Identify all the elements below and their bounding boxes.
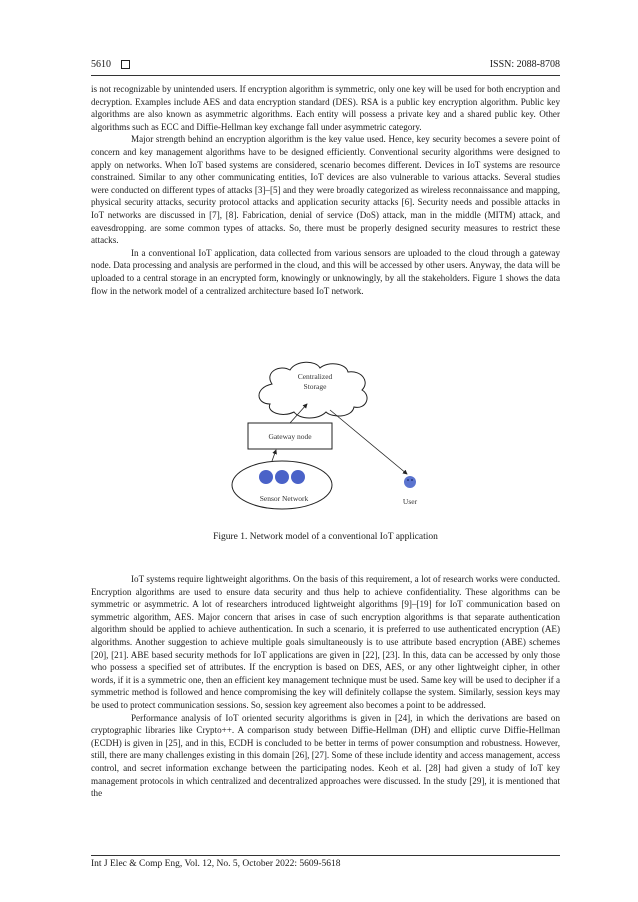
sensor-node <box>291 470 305 484</box>
body-text-block-1 <box>91 83 560 297</box>
paragraph: Performance analysis of IoT oriented security algorithms is given in [24], in which the derivations are based on cryptographic libraries like Crypto++. A comparison study between Diffie-Hellman (DH) and elliptic curve Diffie-Hellman (ECDH) is given in [25], and in this, ECDH is concluded to be better in terms of power consumption and robustness. However, still, there are many challenges existing in this domain [26], [27]. Some of these include identity and access management, access control, and secret information exchange between the participating nodes. Keoh et al. [28] had given a study of IoT key management protocols in which centralized and decentralized approaches were discussed. In the study [29], it is mentioned that the <box>91 712 560 799</box>
user-node <box>404 476 416 488</box>
issn: ISSN: 2088-8708 <box>489 59 560 70</box>
body-text-block-2 <box>91 573 560 800</box>
user-eye-icon <box>411 479 413 481</box>
header-divider <box>91 75 560 76</box>
user-label: User <box>402 497 418 506</box>
square-bullet-icon <box>121 60 130 69</box>
footer-citation: Int J Elec & Comp Eng, Vol. 12, No. 5, October 2022: 5609-5618 <box>91 859 341 869</box>
figure-caption: Figure 1. Network model of a conventional IoT application <box>213 532 438 542</box>
paragraph: Major strength behind an encryption algorithm is the key value used. Hence, key security becomes a severe point of concern and key management algorithms have to be designed efficiently. Conventional security algorithms were designed to apply on networks. When IoT based systems are considered, scenario becomes different. Devices in IoT systems are resource constrained. Similar to any other communicating entities, IoT devices are also vulnerable to various attacks. Several studies were conducted on different types of attacks [3]–[5] and they were broadly categorized as wireless reconnaissance and mapping, physical security attacks, security protocol attacks and application security attacks [6]. Security needs and possible attacks in IoT networks are discussed in [7], [8]. Fabrication, denial of service (DoS) attack, man in the middle (MITM) attack, and eavesdropping. are some common types of attacks. So, there must be properly designed security measures to restrict these attacks. <box>91 134 560 246</box>
page-header <box>91 59 560 70</box>
gateway-label: Gateway node <box>268 432 312 441</box>
sensor-node <box>275 470 289 484</box>
sensor-to-gateway-arrow <box>272 450 276 461</box>
footer-divider <box>91 855 560 856</box>
sensor-network-label: Sensor Network <box>259 494 309 503</box>
sensor-node <box>259 470 273 484</box>
network-diagram <box>220 362 420 522</box>
user-eye-icon <box>407 479 409 481</box>
paragraph: IoT systems require lightweight algorithms. On the basis of this requirement, a lot of research works were conducted. Encryption algorithms are used to ensure data security and thus help to achieve confidentiality. These algorithms can be symmetric or asymmetric. A lot of researchers introduced lightweight algorithms [9]–[19] for IoT communication based on symmetric algorithm, AES. Major concern that arises in case of such encryption algorithms is that separate authentication algorithm should be applied to achieve authentication. In such a scenario, it is preferred to use authenticated encryption (AE) algorithms. Another suggestion to achieve multiple goals simultaneously is to use attribute based encryption (ABE) schemes [20], [21]. ABE based security methods for IoT applications are given in [22], [23]. In this, data can be accessed by only those who possess a specified set of attributes. If the encryption is based on DES, AES, or any other lightweight cipher, in other words, if it is a symmetric one, then an efficient key management technique must be used. Same key will be used to decipher if a symmetric method is followed and hence compromising the key will definitely collapse the system. Similarly, session keys may be used to protect communication sessions. So, session key agreement also becomes a point to be addressed. <box>91 574 560 710</box>
figure-1 <box>220 362 420 522</box>
paragraph: is not recognizable by unintended users. If encryption algorithm is symmetric, only one key will be used for both encryption and decryption. Examples include AES and data encryption standard (DES). RSA is a public key encryption algorithm. Public key algorithms are also known as asymmetric algorithms. Each entity will possess a private key and a shared public key. Other algorithms such as ECC and Diffie-Hellman key exchange fall under asymmetric category. <box>91 84 560 132</box>
cloud-to-user-arrow <box>330 410 407 474</box>
page-number: 5610 <box>91 59 111 70</box>
cloud-label-line2: Storage <box>303 382 327 391</box>
paragraph: In a conventional IoT application, data collected from various sensors are uploaded to the cloud through a gateway node. Data processing and analysis are performed in the cloud, and this will be accessed by other users. Anyway, the data will be uploaded to a central storage in an encrypted form, knowingly or unknowingly, by all the stakeholders. Figure 1 shows the data flow in the network model of a centralized architecture based IoT network. <box>91 247 560 296</box>
cloud-label-line1: Centralized <box>297 372 333 381</box>
